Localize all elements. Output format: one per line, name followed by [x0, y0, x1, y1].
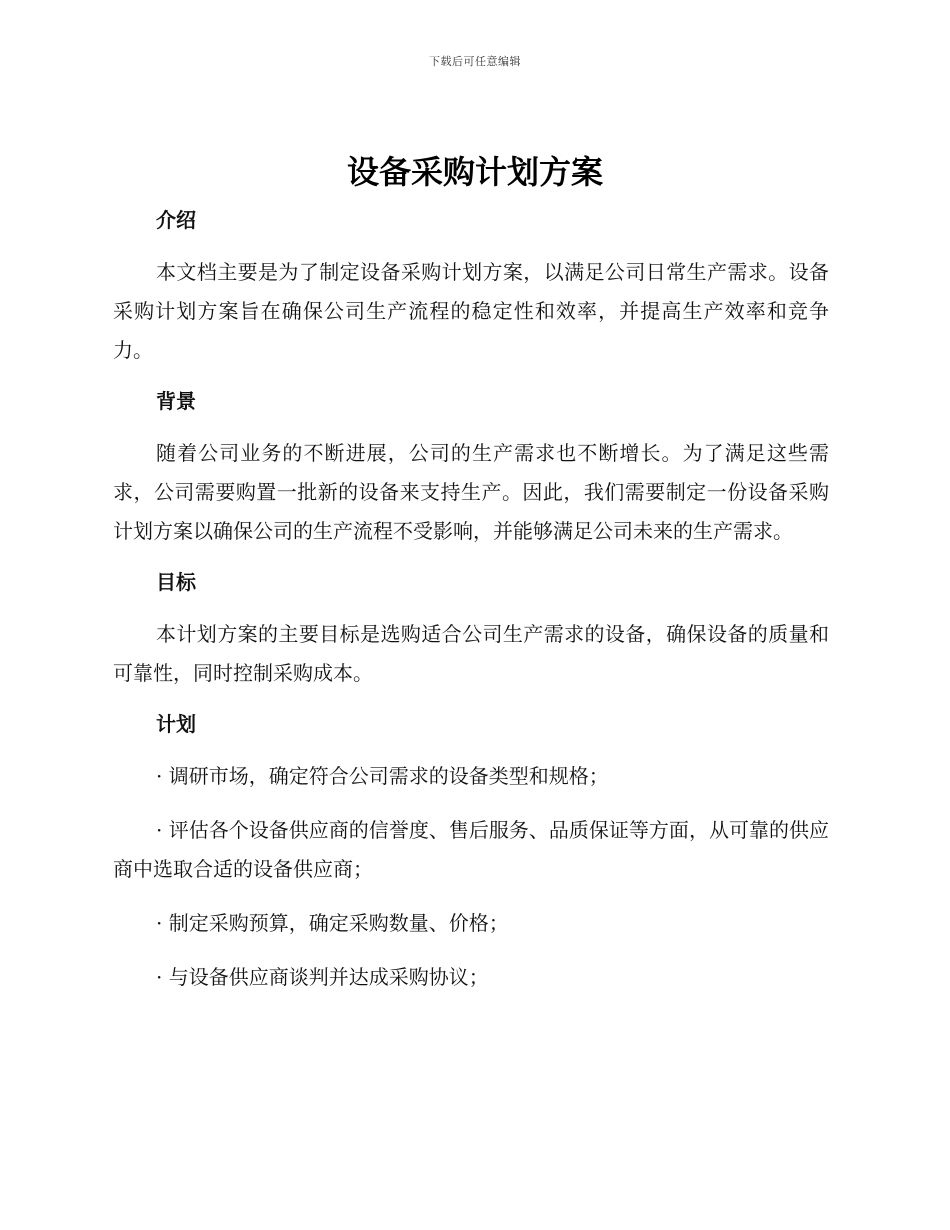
- section-heading-goals: 目标: [156, 570, 196, 594]
- intro-paragraph: 本文档主要是为了制定设备采购计划方案，以满足公司日常生产需求。设备采购计划方案旨在确保公司生产流程的稳定性和效率，并提高生产效率和竞争力。: [113, 260, 829, 362]
- header-note: 下载后可任意编辑: [429, 55, 521, 68]
- plan-item: · 调研市场，确定符合公司需求的设备类型和规格；: [156, 764, 609, 788]
- section-heading-intro: 介绍: [156, 208, 196, 232]
- section-heading-background: 背景: [156, 389, 196, 413]
- plan-item: · 评估各个设备供应商的信誉度、售后服务、品质保证等方面，从可靠的供应商中选取合适的设备供应商；: [113, 818, 829, 881]
- document-body: [113, 204, 829, 997]
- plan-item: · 与设备供应商谈判并达成采购协议；: [156, 965, 489, 989]
- section-heading-plan: 计划: [156, 712, 196, 736]
- document-title: 设备采购计划方案: [346, 153, 603, 191]
- goals-paragraph: 本计划方案的主要目标是选购适合公司生产需求的设备，确保设备的质量和可靠性，同时控制采购成本。: [113, 622, 829, 685]
- plan-item: · 制定采购预算，确定采购数量、价格；: [156, 911, 509, 935]
- background-paragraph: 随着公司业务的不断进展，公司的生产需求也不断增长。为了满足这些需求，公司需要购置一批新的设备来支持生产。因此，我们需要制定一份设备采购计划方案以确保公司的生产流程不受影响，并能够满足公司未来的生产需求。: [113, 441, 829, 543]
